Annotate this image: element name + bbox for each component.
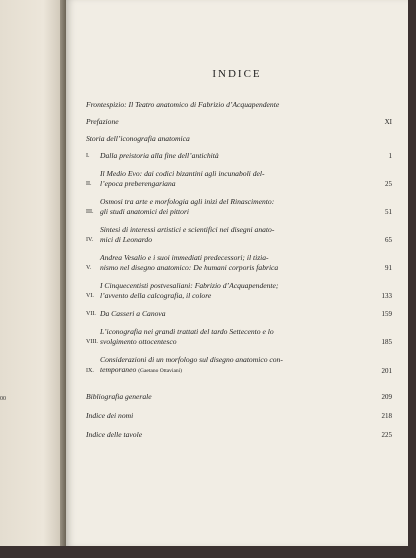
toc-entry-text: Prefazione <box>86 117 119 126</box>
toc-chapter-number: II. <box>86 181 92 187</box>
toc-entry-author-note: (Gaetano Ottaviani) <box>138 368 183 374</box>
toc-entry-indice-nomi <box>86 411 392 421</box>
toc-page-number: 65 <box>385 236 392 244</box>
toc-entry-text: Dalla preistoria alla fine dell’antichità <box>100 151 219 160</box>
toc-entry-chapter-5 <box>86 253 392 273</box>
toc-page-number: 133 <box>381 292 392 300</box>
stray-text: 00 <box>0 396 6 402</box>
toc-entry-text: l’avvento della calcografia, il colore <box>100 291 212 300</box>
toc-entry-text: mici di Leonardo <box>100 235 153 244</box>
toc-entry-frontespizio <box>86 100 392 110</box>
toc-entry-chapter-1 <box>86 151 392 161</box>
toc-entry-indice-tavole <box>86 430 392 440</box>
toc-entry-text: l’epoca preberengariana <box>100 179 176 188</box>
left-page <box>0 0 62 546</box>
toc-chapter-number: VII. <box>86 311 96 317</box>
toc-entry-text: temporaneo <box>100 365 137 374</box>
toc-chapter-number: IX. <box>86 368 94 374</box>
toc-entry-text: Sintesi di interessi artistici e scientifici nei disegni anato- <box>100 225 275 234</box>
toc-chapter-number: VIII. <box>86 339 98 345</box>
table-of-contents <box>86 100 392 440</box>
toc-page-number: 185 <box>381 338 392 346</box>
toc-entry-text: Bibliografia generale <box>86 392 152 401</box>
toc-chapter-number: VI. <box>86 293 94 299</box>
toc-page-number: 201 <box>381 367 392 375</box>
toc-entry-bibliografia <box>86 392 392 402</box>
toc-page-number: 225 <box>381 431 392 439</box>
toc-entry-chapter-8 <box>86 327 392 347</box>
toc-page-number: 1 <box>388 152 392 160</box>
toc-page-number: XI <box>384 118 392 126</box>
toc-entry-text: Frontespizio: Il Teatro anatomico di Fabrizio d’Acquapendente <box>86 100 280 109</box>
toc-chapter-number: III. <box>86 209 94 215</box>
toc-page-number: 209 <box>381 393 392 401</box>
toc-page-number: 159 <box>381 310 392 318</box>
toc-entry-chapter-7 <box>86 309 392 319</box>
toc-entry-text: gli studi anatomici dei pittori <box>100 207 190 216</box>
toc-entry-prefazione <box>86 117 392 127</box>
toc-entry-text: Andrea Vesalio e i suoi immediati predecessori; il tizia- <box>100 253 269 262</box>
toc-entry-text: Considerazioni di un morfologo sul disegno anatomico con- <box>100 355 283 364</box>
page-title: INDICE <box>212 68 262 80</box>
toc-entry-text: Indice delle tavole <box>86 430 143 439</box>
toc-page-number: 51 <box>385 208 392 216</box>
toc-entry-text: L’iconografia nei grandi trattati del tardo Settecento e lo <box>100 327 274 336</box>
toc-entry-text: Indice dei nomi <box>86 411 134 420</box>
toc-entry-text: Osmosi tra arte e morfologia agli inizi del Rinascimento: <box>100 197 275 206</box>
toc-entry-chapter-6 <box>86 281 392 301</box>
toc-page-number: 218 <box>381 412 392 420</box>
toc-page-number: 91 <box>385 264 392 272</box>
toc-chapter-number: IV. <box>86 237 94 243</box>
book-page <box>66 0 408 546</box>
toc-chapter-number: V. <box>86 265 92 271</box>
toc-entry-text: Da Casseri a Canova <box>100 309 166 318</box>
toc-entry-text: Il Medio Evo: dai codici bizantini agli incunaboli del- <box>100 169 265 178</box>
toc-entry-text: Storia dell’iconografia anatomica <box>86 134 190 143</box>
toc-entry-chapter-4 <box>86 225 392 245</box>
toc-entry-storia <box>86 134 392 144</box>
toc-entry-text: svolgimento ottocentesco <box>100 337 177 346</box>
toc-entry-chapter-9 <box>86 355 392 376</box>
toc-page-number: 25 <box>385 180 392 188</box>
toc-entry-text: nismo nel disegno anatomico: De humani corporis fabrica <box>100 263 279 272</box>
toc-entry-chapter-2 <box>86 169 392 189</box>
toc-entry-chapter-3 <box>86 197 392 217</box>
toc-entry-text: I Cinquecentisti postvesaliani: Fabrizio d’Acquapendente; <box>100 281 279 290</box>
toc-chapter-number: I. <box>86 153 90 159</box>
